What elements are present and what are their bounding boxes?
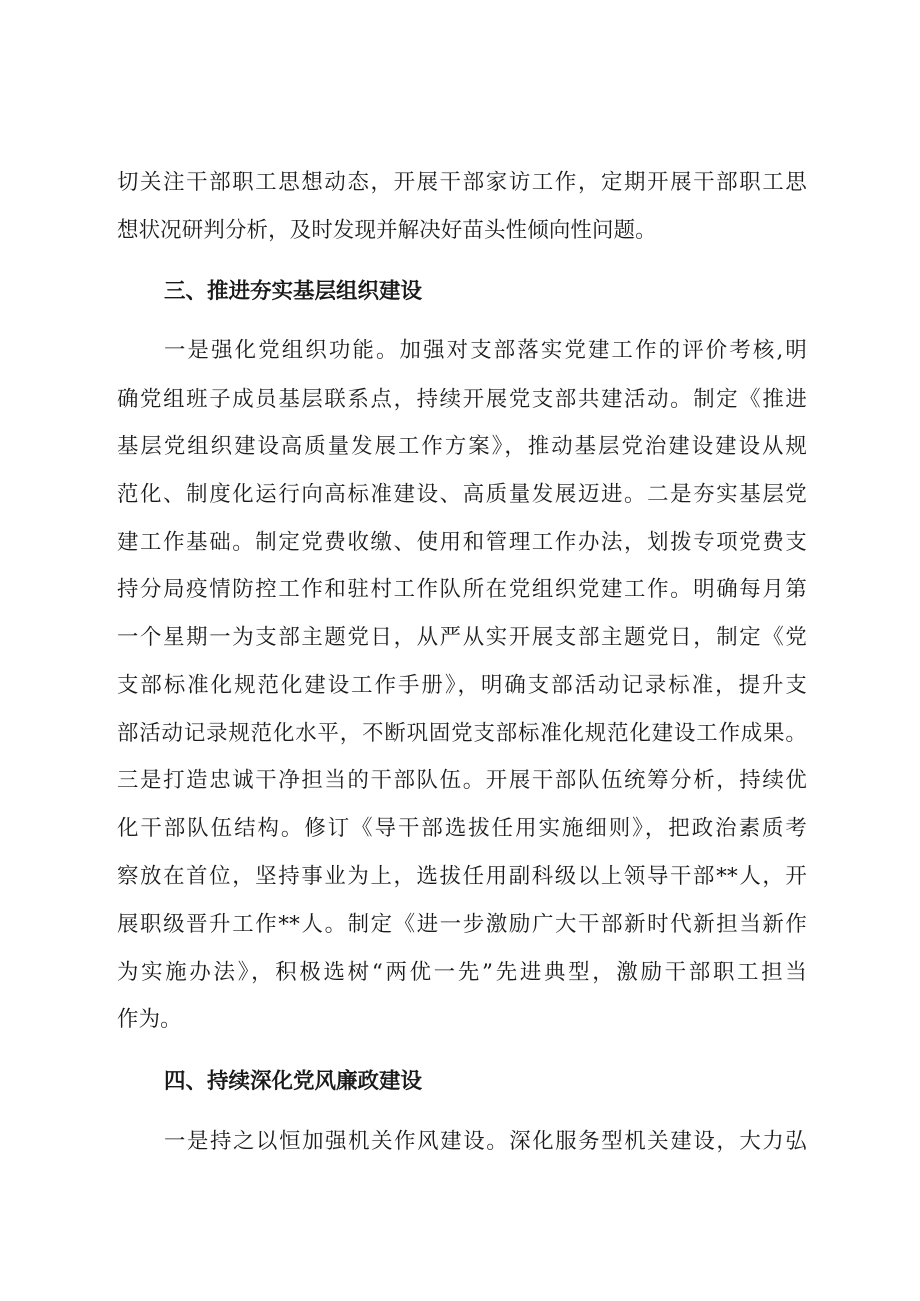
paragraph-line: 建工作基础。制定党费收缴、使用和管理工作办法，划拨专项党费支 xyxy=(117,530,807,555)
paragraph-line: 确党组班子成员基层联系点，持续开展党支部共建活动。制定《推进 xyxy=(117,387,807,412)
paragraph-line: 为实施办法》，积极选树“两优一先”先进典型，激励干部职工担当 xyxy=(117,960,807,985)
paragraph-line: 化干部队伍结构。修订《导干部选拔任用实施细则》，把政治素质考 xyxy=(117,816,807,841)
paragraph-line: 支部标准化规范化建设工作手册》，明确支部活动记录标准，提升支 xyxy=(117,673,807,698)
paragraph-line: 切关注干部职工思想动态，开展干部家访工作，定期开展干部职工思 xyxy=(117,170,807,195)
paragraph-line: 基层党组织建设高质量发展工作方案》，推动基层党治建设建设从规 xyxy=(117,434,807,459)
paragraph-line: 展职级晋升工作**人。制定《进一步激励广大干部新时代新担当新作 xyxy=(117,912,807,937)
paragraph-line: 持分局疫情防控工作和驻村工作队所在党组织党建工作。明确每月第 xyxy=(117,577,807,602)
paragraph-line: 作为。 xyxy=(117,1007,182,1032)
section-heading-4: 四、持续深化党风廉政建设 xyxy=(164,1069,423,1094)
section-heading-3: 三、推进夯实基层组织建设 xyxy=(164,279,423,304)
paragraph-line: 三是打造忠诚干净担当的干部队伍。开展干部队伍统筹分析，持续优 xyxy=(117,768,807,793)
paragraph-line: 范化、制度化运行向高标准建设、高质量发展迈进。二是夯实基层党 xyxy=(117,482,807,507)
paragraph-line: 想状况研判分析，及时发现并解决好苗头性倾向性问题。 xyxy=(117,218,657,243)
paragraph-line: 部活动记录规范化水平，不断巩固党支部标准化规范化建设工作成果。 xyxy=(117,721,807,746)
paragraph-line: 一是持之以恒加强机关作风建设。深化服务型机关建设，大力弘 xyxy=(164,1129,807,1154)
paragraph-line: 一是强化党组织功能。加强对支部落实党建工作的评价考核,明 xyxy=(164,338,807,363)
paragraph-line: 一个星期一为支部主题党日，从严从实开展支部主题党日，制定《党 xyxy=(117,625,807,650)
paragraph-line: 察放在首位，坚持事业为上，选拔任用副科级以上领导干部**人，开 xyxy=(117,864,807,889)
